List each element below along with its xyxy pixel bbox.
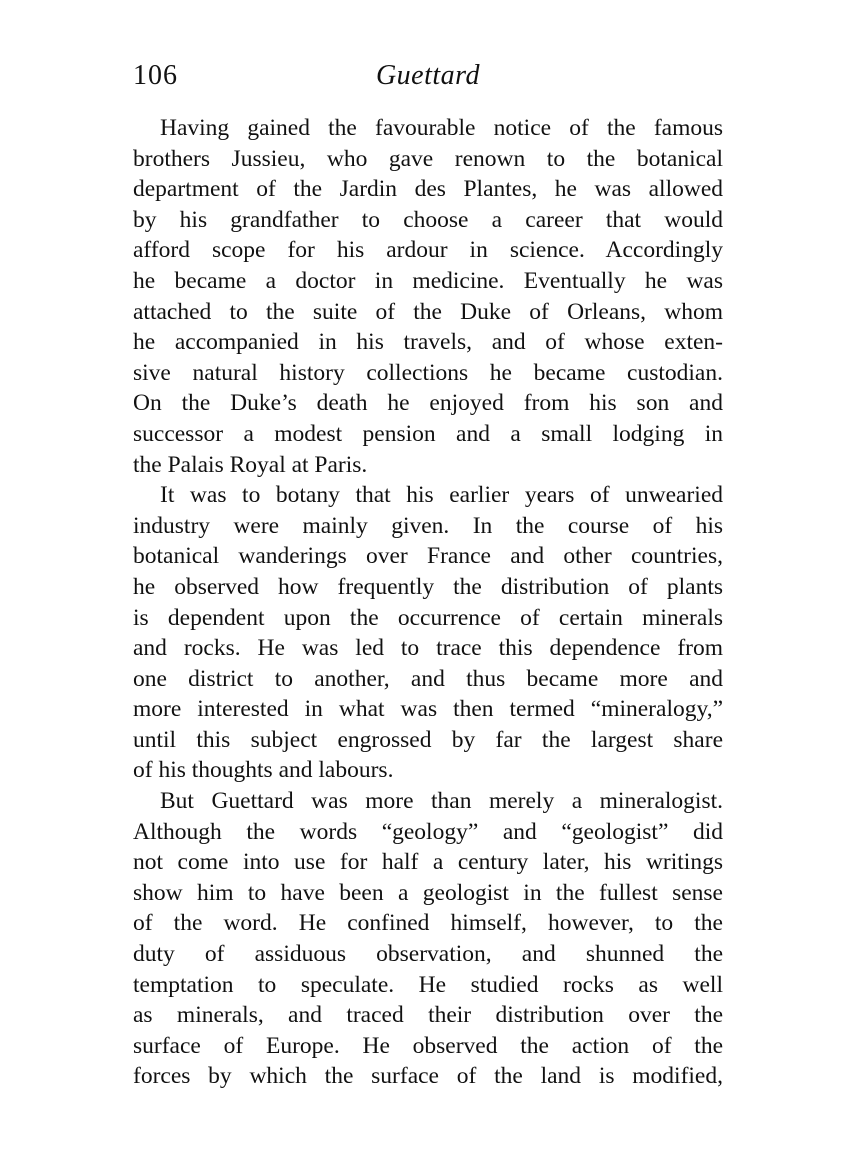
text-line: surface of Europe. He observed the action of the xyxy=(133,1032,723,1059)
text-line: It was to botany that his earlier years of unwearied xyxy=(160,482,723,509)
text-line: attached to the suite of the Duke of Orleans, whom xyxy=(133,298,723,325)
text-line: afford scope for his ardour in science. Accordingly xyxy=(133,237,723,264)
text-line: is dependent upon the occurrence of certain minerals xyxy=(133,604,723,631)
text-line: he became a doctor in medicine. Eventually he was xyxy=(133,267,723,294)
running-title: Guettard xyxy=(375,60,481,91)
text-line: Although the words “geology” and “geologist” did xyxy=(133,818,723,845)
text-line: of the word. He confined himself, however, to the xyxy=(133,910,723,937)
text-line: one district to another, and thus became more and xyxy=(133,665,723,692)
text-line: temptation to speculate. He studied rocks as well xyxy=(133,971,723,998)
text-line: not come into use for half a century later, his writings xyxy=(133,849,723,876)
text-line: botanical wanderings over France and other countries, xyxy=(133,543,723,570)
text-line: as minerals, and traced their distribution over the xyxy=(133,1002,723,1029)
text-line: brothers Jussieu, who gave renown to the botanical xyxy=(133,145,723,172)
paragraph xyxy=(133,786,723,1092)
text-line: he observed how frequently the distribution of plants xyxy=(133,573,723,600)
text-line: forces by which the surface of the land is modified, xyxy=(133,1063,723,1090)
page-header xyxy=(133,60,723,100)
paragraph xyxy=(133,480,723,786)
text-line: Having gained the favourable notice of the famous xyxy=(160,115,723,141)
text-line: sive natural history collections he became custodian. xyxy=(133,359,723,386)
paragraph xyxy=(133,113,723,480)
text-line: duty of assiduous observation, and shunned the xyxy=(133,941,723,968)
text-line: more interested in what was then termed “mineralogy,” xyxy=(133,696,723,723)
text-line: until this subject engrossed by far the largest share xyxy=(133,726,723,753)
text-line: show him to have been a geologist in the fullest sense xyxy=(133,879,723,906)
text-line: successor a modest pension and a small lodging in xyxy=(133,420,723,447)
text-line: and rocks. He was led to trace this dependence from xyxy=(133,635,723,662)
text-line: by his grandfather to choose a career that would xyxy=(133,206,723,233)
text-line: industry were mainly given. In the course of his xyxy=(133,512,723,539)
page-number: 106 xyxy=(133,60,178,91)
text-line: of his thoughts and labours. xyxy=(133,757,394,784)
text-line: the Palais Royal at Paris. xyxy=(133,451,368,478)
text-line: he accompanied in his travels, and of whose exten- xyxy=(133,329,723,356)
text-line: department of the Jardin des Plantes, he was allowed xyxy=(133,176,723,203)
text-line: But Guettard was more than merely a mineralogist. xyxy=(160,788,723,815)
text-line: On the Duke’s death he enjoyed from his son and xyxy=(133,390,723,417)
body-text xyxy=(133,113,723,1092)
